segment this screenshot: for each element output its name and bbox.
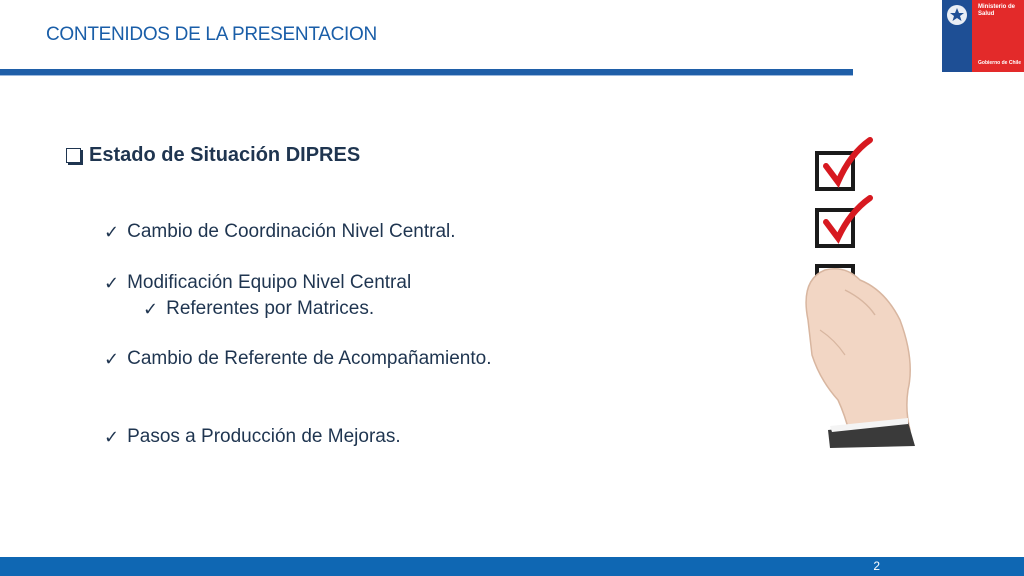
section-heading — [66, 144, 360, 167]
page-number: 2 — [873, 559, 880, 573]
list-item-text: Pasos a Producción de Mejoras. — [127, 426, 401, 447]
footer-bar — [0, 557, 1024, 576]
checkmark-icon: ✓ — [104, 221, 120, 243]
page-title: CONTENIDOS DE LA PRESENTACION — [46, 24, 377, 45]
list-item-text: Cambio de Coordinación Nivel Central. — [127, 221, 456, 242]
checkmark-icon: ✓ — [104, 272, 120, 294]
list-item — [104, 221, 456, 243]
checkmark-icon: ✓ — [143, 298, 159, 320]
list-item — [104, 426, 401, 448]
checklist-hand-illustration — [790, 130, 935, 450]
list-item-text: Cambio de Referente de Acompañamiento. — [127, 348, 492, 369]
checkmark-icon: ✓ — [104, 426, 120, 448]
list-item — [104, 348, 491, 370]
sub-list-item — [143, 298, 374, 320]
section-heading-text: Estado de Situación DIPRES — [89, 144, 361, 166]
checkbox-icon — [817, 210, 853, 246]
checkmark-icon — [826, 140, 870, 182]
list-item-text: Modificación Equipo Nivel Central — [127, 272, 412, 293]
square-bullet-icon — [66, 148, 81, 163]
header-rule — [0, 69, 853, 76]
list-item-text: Referentes por Matrices. — [166, 298, 375, 319]
checkmark-icon: ✓ — [104, 348, 120, 370]
checkbox-icon — [817, 153, 853, 189]
government-name: Gobierno de Chile — [978, 60, 1022, 66]
ministry-logo — [942, 0, 1024, 72]
ministry-name: Ministerio de Salud — [978, 4, 1016, 17]
list-item — [104, 272, 411, 294]
hand-icon — [806, 269, 915, 448]
coat-of-arms-icon — [944, 2, 970, 28]
checkmark-icon — [826, 198, 870, 238]
